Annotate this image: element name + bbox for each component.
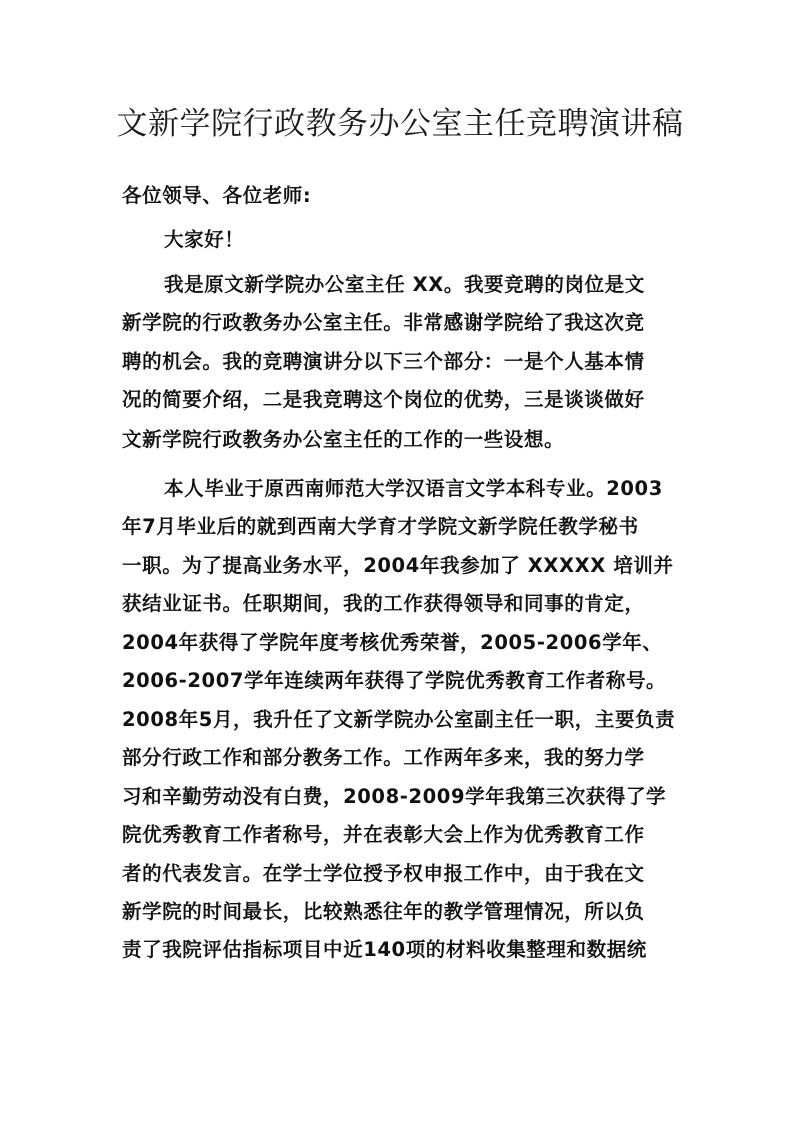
paragraph-line: 我是原文新学院办公室主任 XX。我要竞聘的岗位是文	[164, 273, 645, 296]
greeting: 大家好！	[164, 228, 245, 251]
paragraph-line: 本人毕业于原西南师范大学汉语言文学本科专业。2003	[164, 477, 663, 500]
paragraph-line: 文新学院行政教务办公室主任的工作的一些设想。	[122, 428, 565, 451]
paragraph-line: 习和辛勤劳动没有白费，2008-2009学年我第三次获得了学	[122, 785, 667, 808]
document-title: 文新学院行政教务办公室主任竞聘演讲稿	[116, 106, 684, 142]
paragraph-line: 新学院的行政教务办公室主任。非常感谢学院给了我这次竞	[122, 311, 645, 334]
paragraph-line: 责了我院评估指标项目中近140项的材料收集整理和数据统	[122, 938, 647, 961]
paragraph-line: 新学院的时间最长，比较熟悉往年的教学管理情况，所以负	[122, 900, 645, 923]
paragraph-line: 2006-2007学年连续两年获得了学院优秀教育工作者称号。	[122, 669, 667, 692]
paragraph-line: 2008年5月，我升任了文新学院办公室副主任一职，主要负责	[122, 708, 676, 731]
paragraph-line: 院优秀教育工作者称号，并在表彰大会上作为优秀教育工作	[122, 823, 645, 846]
salutation: 各位领导、各位老师:	[122, 184, 312, 207]
paragraph-line: 年7月毕业后的就到西南大学育才学院文新学院任教学秘书	[122, 515, 639, 538]
paragraph-line: 况的简要介绍，二是我竞聘这个岗位的优势，三是谈谈做好	[122, 388, 645, 411]
paragraph-line: 获结业证书。任职期间，我的工作获得领导和同事的肯定，	[122, 592, 645, 615]
paragraph-line: 一职。为了提高业务水平，2004年我参加了 XXXXX 培训并	[122, 554, 674, 577]
paragraph-line: 聘的机会。我的竞聘演讲分以下三个部分：一是个人基本情	[122, 350, 645, 373]
paragraph-line: 部分行政工作和部分教务工作。工作两年多来，我的努力学	[122, 746, 645, 769]
paragraph-line: 者的代表发言。在学士学位授予权申报工作中，由于我在文	[122, 862, 645, 885]
paragraph-line: 2004年获得了学院年度考核优秀荣誉，2005-2006学年、	[122, 631, 663, 654]
